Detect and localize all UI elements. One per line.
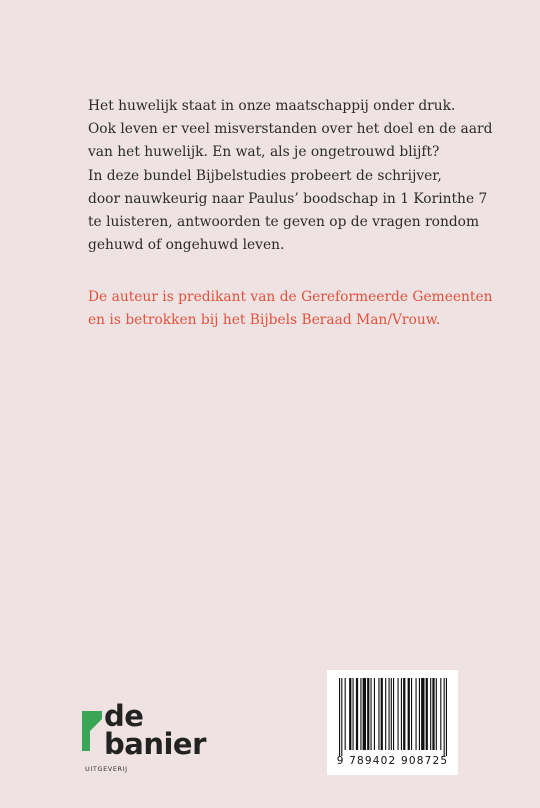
barcode-bar (378, 678, 379, 750)
blurb-line: Ook leven er veel misverstanden over het doel en de aard (88, 121, 493, 138)
barcode-bar (403, 678, 405, 750)
isbn-number: 9 789402 908725 (336, 755, 449, 767)
isbn-barcode (327, 670, 458, 775)
barcode-bar (393, 678, 394, 750)
barcode-bar (371, 678, 372, 750)
author-note (88, 286, 508, 332)
barcode-bar (408, 678, 410, 750)
barcode-bar (367, 678, 369, 750)
publisher-subtitle: UITGEVERIJ (85, 765, 128, 773)
barcode-bar (385, 678, 386, 750)
barcode-bar (432, 678, 434, 750)
barcode-bar (381, 678, 383, 750)
barcode-bar (436, 678, 437, 750)
barcode-bar (349, 678, 351, 750)
barcode-bar (421, 678, 424, 750)
barcode-bar (391, 678, 392, 750)
barcode-bar (360, 678, 361, 750)
blurb-line: gehuwd of ongehuwd leven. (88, 237, 285, 254)
blurb-paragraph (88, 95, 508, 257)
barcode-bar (353, 678, 354, 750)
blurb-line: van het huwelijk. En wat, als je ongetrouwd blijft? (88, 144, 440, 161)
barcode-bars (339, 678, 447, 756)
blurb-line: door nauwkeurig naar Paulus’ boodschap in 1 Korinthe 7 (88, 190, 488, 207)
barcode-bar (374, 678, 375, 750)
barcode-bar (411, 678, 412, 750)
barcode-bar (444, 678, 445, 756)
barcode-bar (430, 678, 431, 750)
blurb-line: In deze bundel Bijbelstudies probeert de schrijver, (88, 167, 442, 184)
publisher-name-de: de (104, 699, 144, 733)
blurb-line: Het huwelijk staat in onze maatschappij onder druk. (88, 98, 456, 114)
barcode-bar (416, 678, 417, 750)
barcode-bar (363, 678, 366, 750)
publisher-name-banier: banier (104, 727, 206, 761)
barcode-bar (426, 678, 428, 750)
publisher-logo (82, 699, 212, 779)
barcode-bar (440, 678, 441, 750)
barcode-bar (345, 678, 346, 750)
author-line: en is betrokken bij het Bijbels Beraad Man/Vrouw. (88, 312, 441, 329)
barcode-bar (339, 678, 340, 756)
author-line: De auteur is predikant van de Gereformeerde Gemeenten (88, 289, 493, 305)
barcode-bar (398, 678, 399, 750)
barcode-bar (401, 678, 402, 750)
barcode-bar (446, 678, 447, 756)
barcode-bar (341, 678, 342, 756)
barcode-bar (356, 678, 358, 750)
blurb-line: te luisteren, antwoorden te geven op de vragen rondom (88, 214, 480, 231)
barcode-bar (389, 678, 390, 750)
barcode-bar (419, 678, 420, 750)
